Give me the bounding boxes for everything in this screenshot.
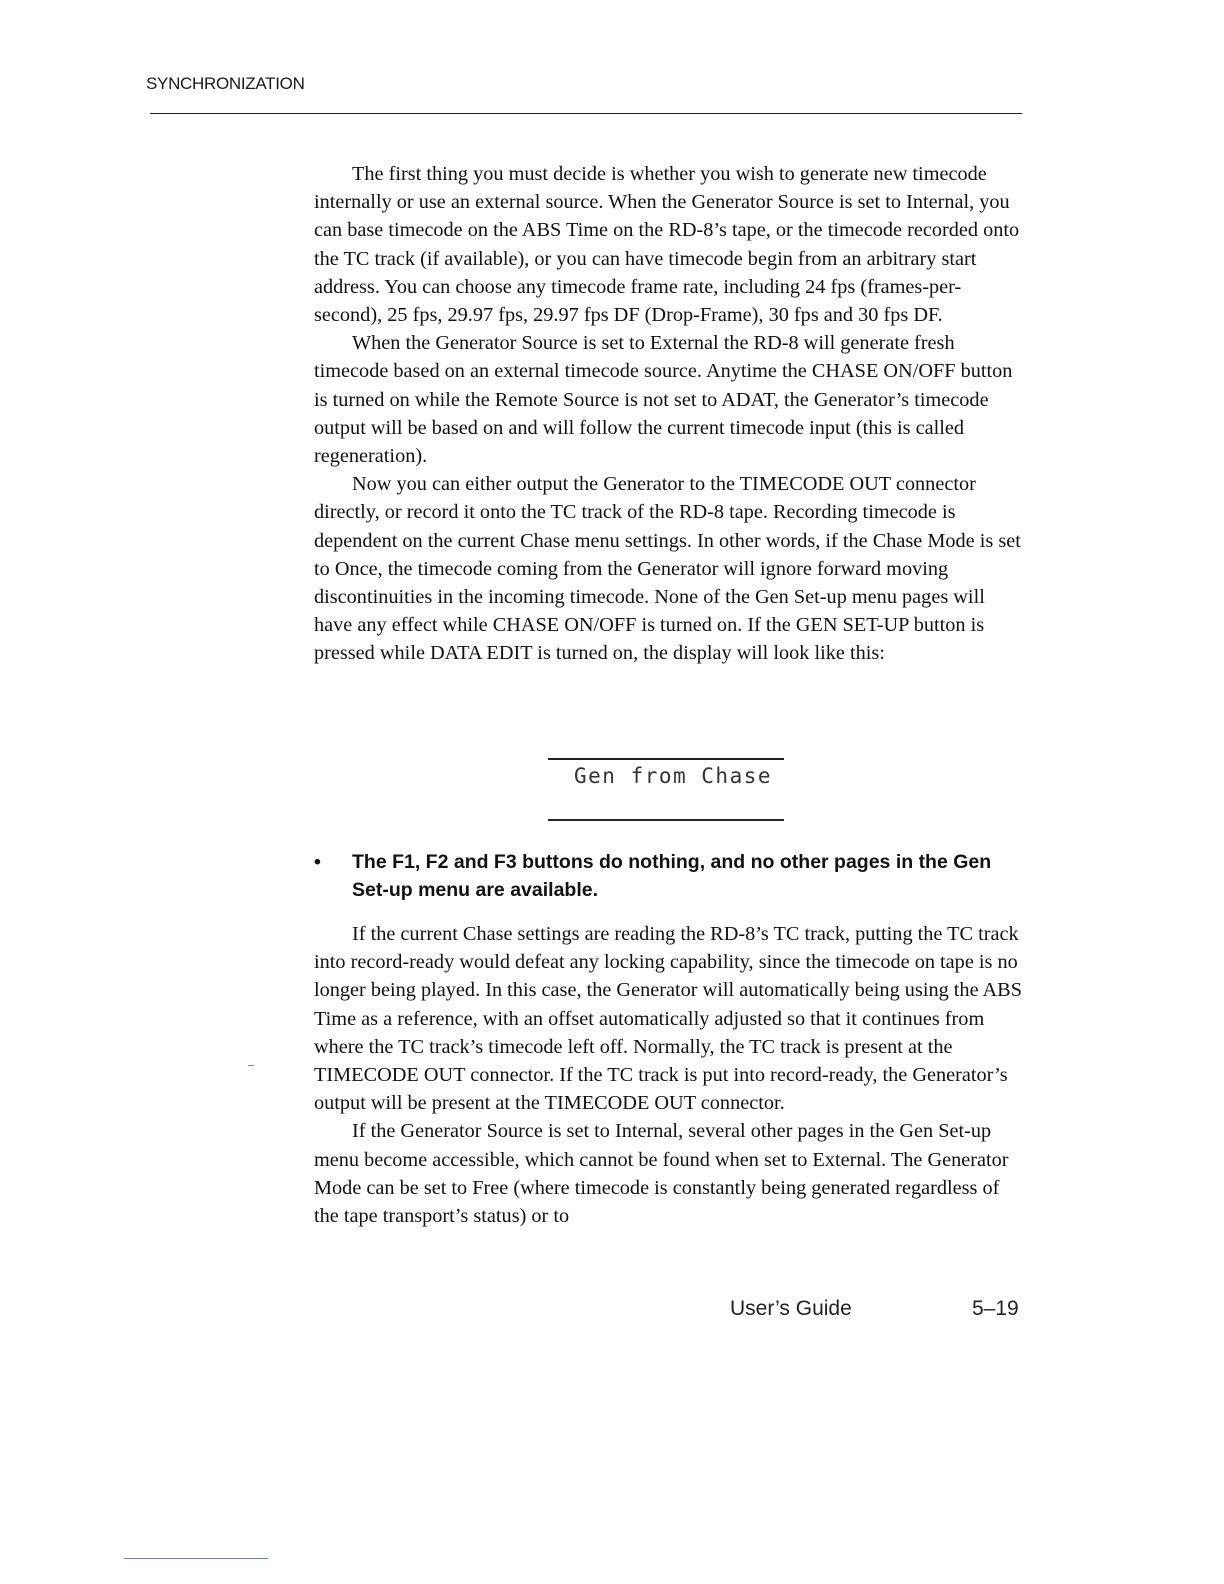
- paragraph-generator-source: The first thing you must decide is whether you wish to generate new timecode internally or use an external source. When the Generator Source is set to Internal, you can base timecode on the ABS Time on the RD-8’s tape, or the timecode recorded onto the TC track (if available), or you can have timecode begin from an arbitrary start address. You can choose any timecode frame rate, including 24 fps (frames-per-second), 25 fps, 29.97 fps, 29.97 fps DF (Drop-Frame), 30 fps and 30 fps DF.: [314, 163, 1020, 327]
- body-text-bottom: [314, 920, 1026, 1230]
- paragraph-external-source: When the Generator Source is set to External the RD-8 will generate fresh timecode based on an external timecode source. Anytime the CHASE ON/OFF button is turned on while the Remote Source is not set to ADAT, the Generator’s timecode output will be based on and will follow the current timecode input (this is called regeneration).: [314, 332, 1013, 468]
- scan-artifact-line: [124, 1558, 268, 1559]
- display-top-rule: [548, 758, 784, 760]
- footer-page-number: 5–19: [972, 1297, 1019, 1320]
- paragraph-internal-source: If the Generator Source is set to Internal, several other pages in the Gen Set-up menu become accessible, which cannot be found when set to External. The Generator Mode can be set to Free (where timecode is constantly being generated regardless of the tape transport’s status) or to: [314, 1120, 1009, 1228]
- lcd-display-example: [548, 758, 784, 820]
- bullet-icon: •: [314, 851, 321, 873]
- body-text-top: [314, 160, 1026, 668]
- footer-guide-label: User’s Guide: [730, 1297, 852, 1320]
- header-rule: [150, 113, 1022, 114]
- note-callout: [314, 848, 1026, 904]
- scan-artifact-mark: [248, 1065, 254, 1066]
- paragraph-tc-track: If the current Chase settings are reading the RD-8’s TC track, putting the TC track into record-ready would defeat any locking capability, since the timecode on tape is no longer being played. In this case, the Generator will automatically being using the ABS Time as a reference, with an offset automatically adjusted so that it continues from where the TC track’s timecode left off. Normally, the TC track is present at the TIMECODE OUT connector. If the TC track is put into record-ready, the Generator’s output will be present at the TIMECODE OUT connector.: [314, 923, 1022, 1115]
- note-text: The F1, F2 and F3 buttons do nothing, and no other pages in the Gen Set-up menu are available.: [352, 851, 992, 901]
- display-bottom-rule: [548, 819, 784, 821]
- display-text: Gen from Chase: [574, 764, 773, 788]
- paragraph-output-options: Now you can either output the Generator to the TIMECODE OUT connector directly, or record it onto the TC track of the RD-8 tape. Recording timecode is dependent on the current Chase menu settings. In other words, if the Chase Mode is set to Once, the timecode coming from the Generator will ignore forward moving discontinuities in the incoming timecode. None of the Gen Set-up menu pages will have any effect while CHASE ON/OFF is turned on. If the GEN SET-UP button is pressed while DATA EDIT is turned on, the display will look like this:: [314, 473, 1021, 665]
- running-header: SYNCHRONIZATION: [146, 74, 305, 93]
